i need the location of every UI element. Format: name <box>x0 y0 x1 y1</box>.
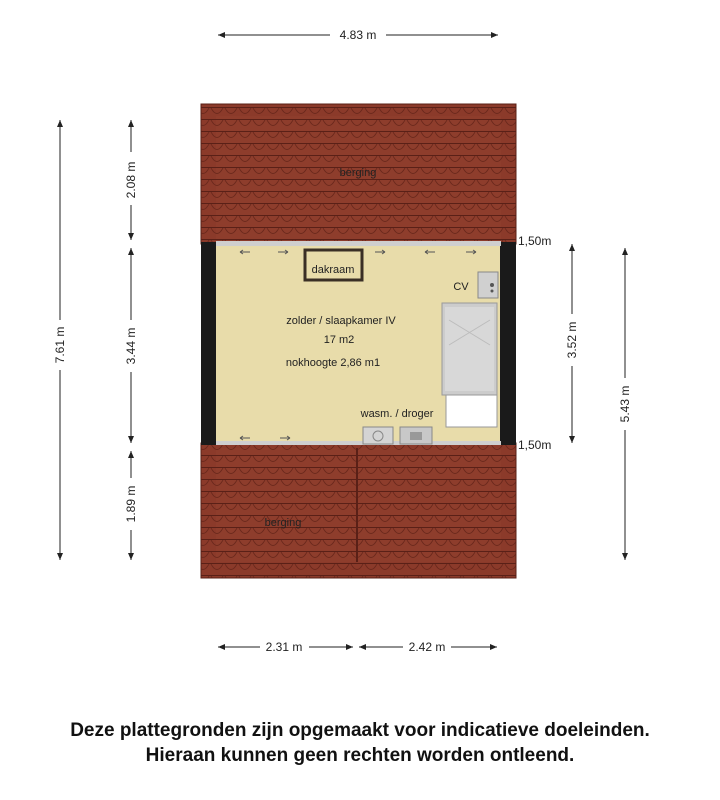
dim-left-total-label: 7.61 m <box>53 326 67 364</box>
room-name: zolder / slaapkamer IV <box>286 315 396 327</box>
room-ridge-height: nokhoogte 2,86 m1 <box>285 357 381 369</box>
knee-wall-bottom <box>216 441 501 445</box>
boiler-label: CV <box>453 281 469 293</box>
dim-right-inner <box>565 244 579 443</box>
dim-bottom-right-label: 2.42 m <box>408 640 446 654</box>
storage-top-label: berging <box>339 167 377 179</box>
dim-left-segments <box>124 120 138 560</box>
dim-right-outer <box>618 248 632 560</box>
wall-left <box>201 242 216 445</box>
dim-left-total <box>53 120 67 560</box>
height-mark-bottom: 1,50m <box>518 438 552 452</box>
disclaimer-line-1: Deze plattegronden zijn opgemaakt voor indicatieve doeleinden. <box>70 720 650 741</box>
knee-wall-top <box>216 241 501 246</box>
boiler-unit <box>478 272 498 298</box>
dim-left-top-label: 2.08 m <box>124 161 138 199</box>
staircase <box>442 303 497 427</box>
dim-right-outer-label: 5.43 m <box>618 385 632 423</box>
height-mark-top: 1,50m <box>518 234 552 248</box>
storage-bottom-label: berging <box>264 517 302 529</box>
laundry-label: wasm. / droger <box>360 408 434 420</box>
roof-bottom-storage <box>201 443 516 578</box>
wall-right <box>500 242 516 445</box>
disclaimer-line-2: Hieraan kunnen geen rechten worden ontleend. <box>145 745 575 766</box>
skylight-label: dakraam <box>311 264 355 276</box>
dim-left-middle-label: 3.44 m <box>124 327 138 365</box>
dim-bottom <box>218 640 497 654</box>
attic-room <box>201 241 516 445</box>
dim-top-width-label: 4.83 m <box>339 28 377 42</box>
dim-top-width <box>218 28 498 42</box>
dim-left-bottom-label: 1.89 m <box>124 485 138 523</box>
dim-right-inner-label: 3.52 m <box>565 321 579 359</box>
dim-bottom-left-label: 2.31 m <box>265 640 303 654</box>
room-area: 17 m2 <box>323 334 355 346</box>
